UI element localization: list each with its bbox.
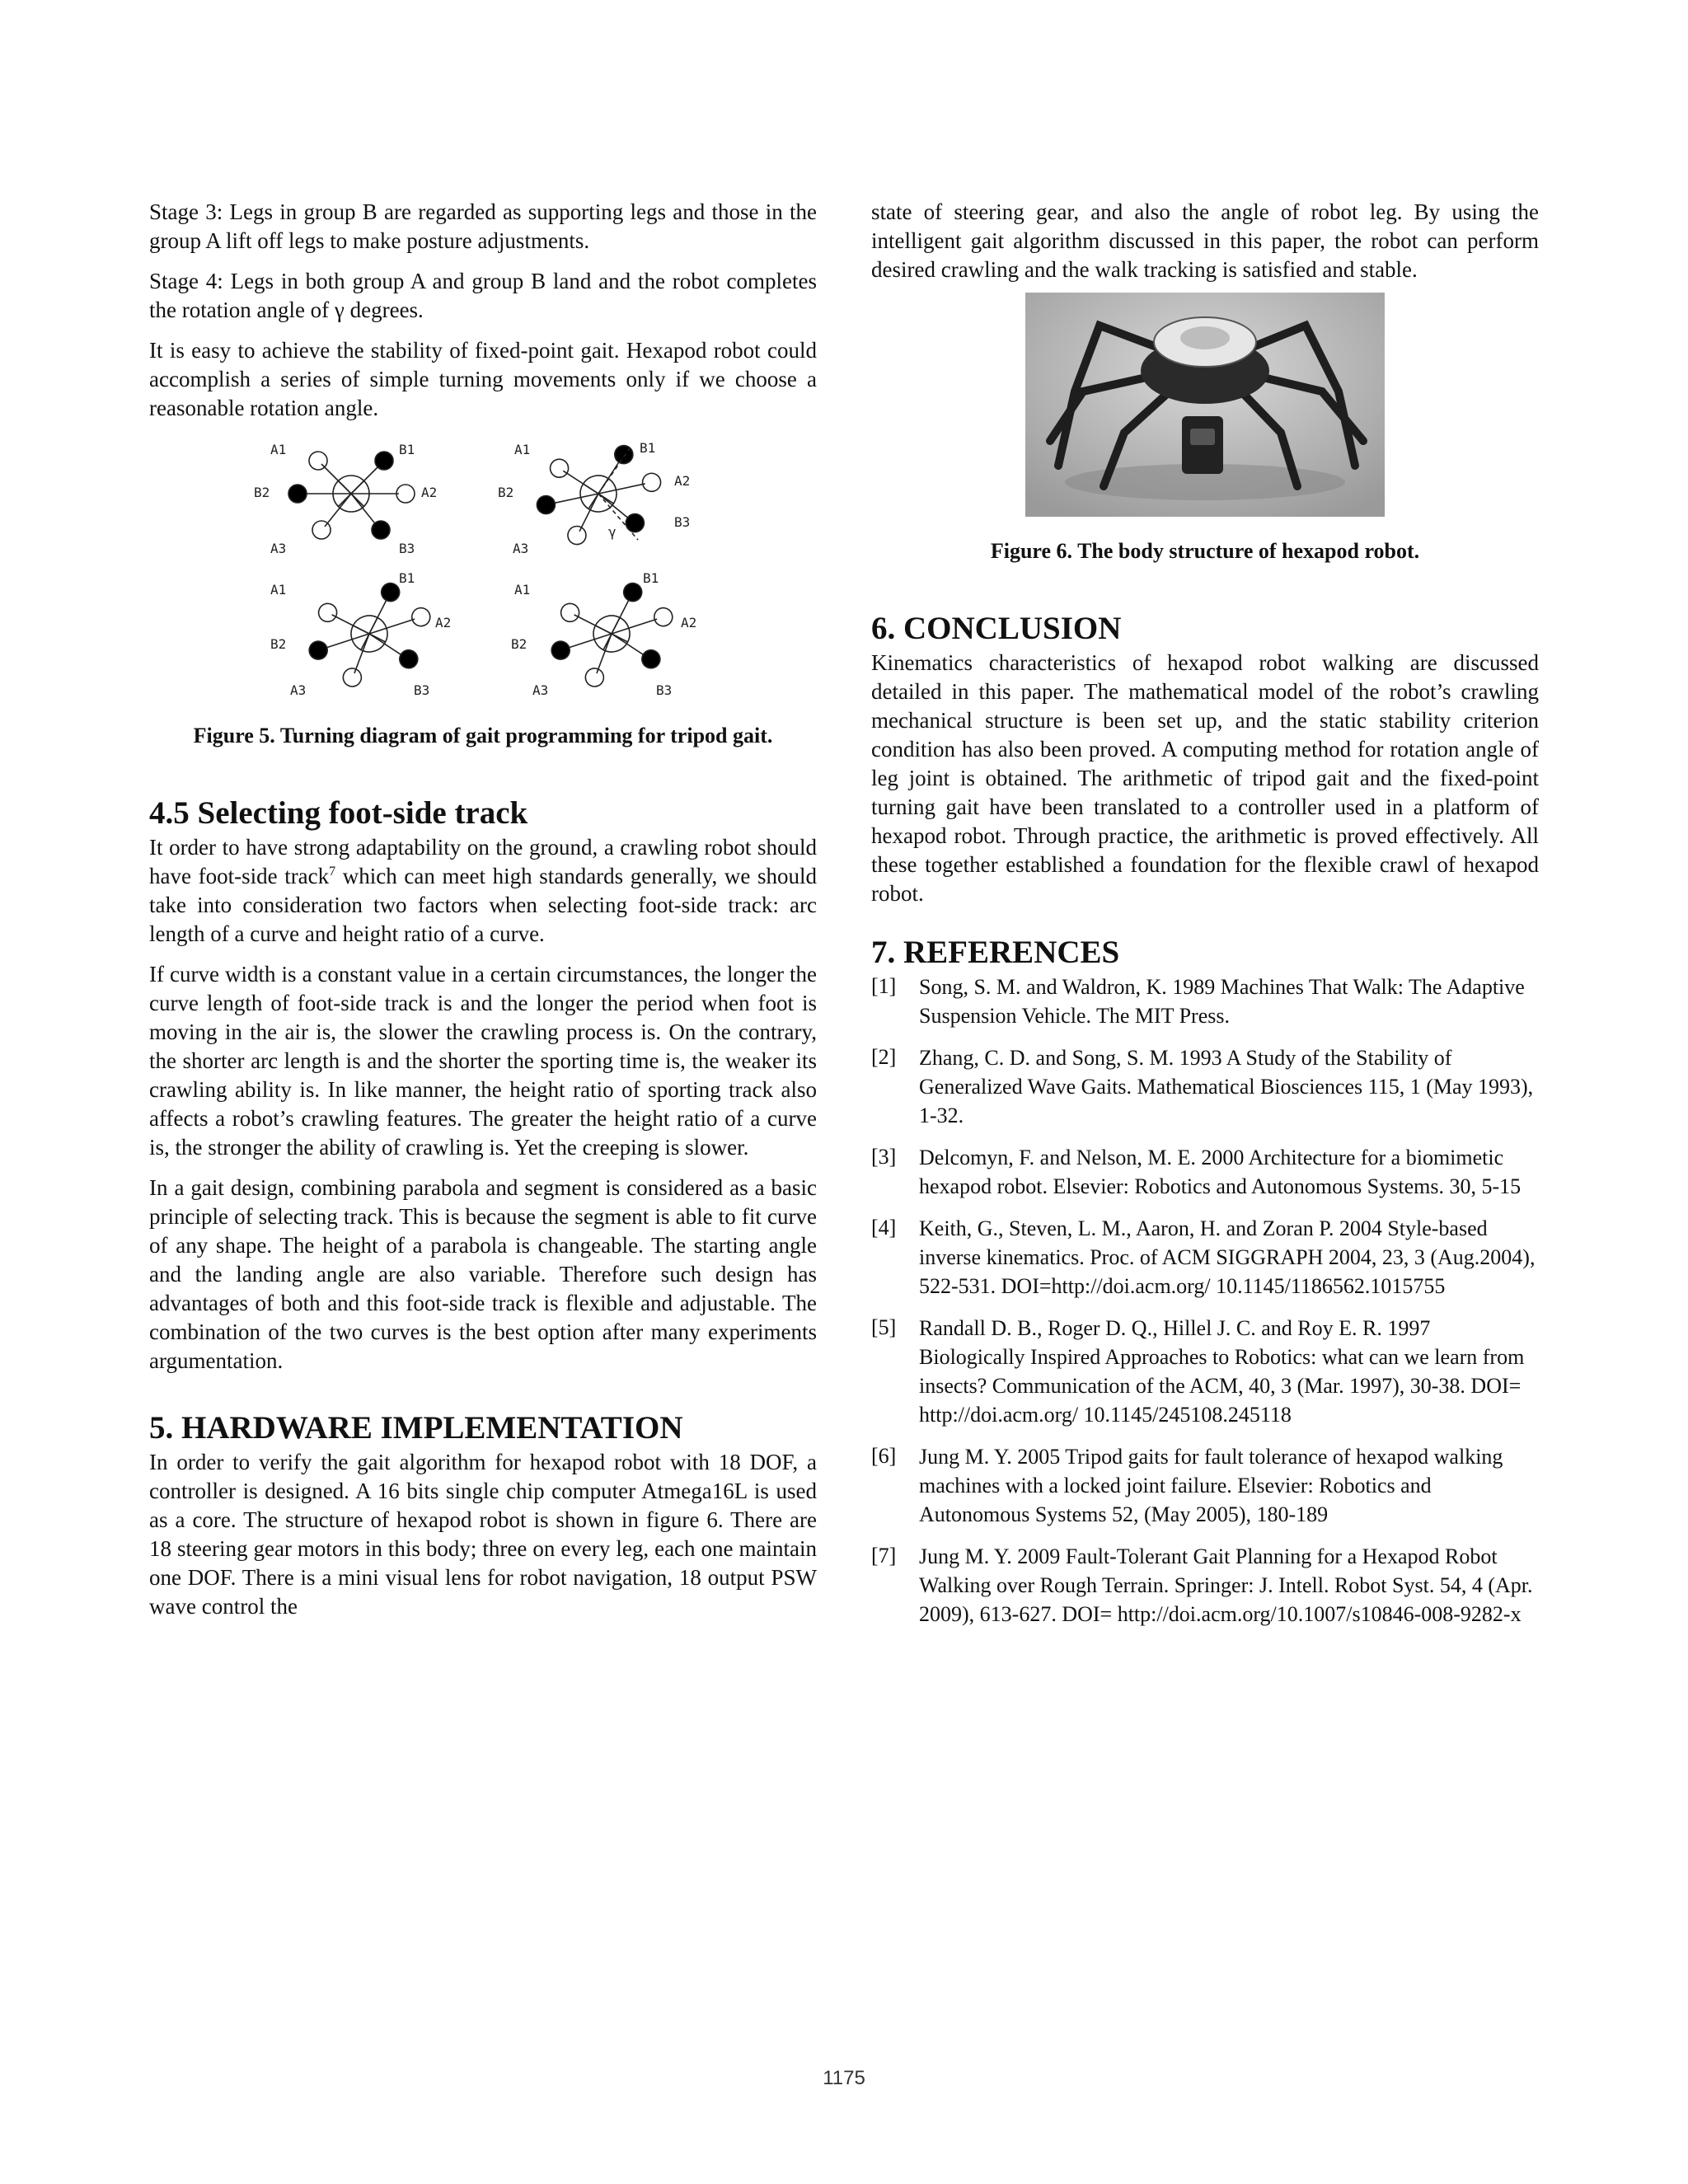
p1-b2-label: B2 xyxy=(254,485,270,500)
stage4-paragraph: Stage 4: Legs in both group A and group B land and the robot completes the rotation angle of γ degrees. xyxy=(149,269,817,322)
reference-item xyxy=(871,1043,1539,1130)
p3-b1-label: B1 xyxy=(399,570,415,586)
p2-a1-label: A1 xyxy=(514,442,531,457)
reference-text: Song, S. M. and Waldron, K. 1989 Machines That Walk: The Adaptive Suspension Vehicle. The MIT Press. xyxy=(919,975,1525,1028)
p4-b1-label: B1 xyxy=(643,570,659,586)
reference-item xyxy=(871,1542,1539,1629)
reference-number: [4] xyxy=(871,1216,897,1240)
stage3-paragraph: Stage 3: Legs in group B are regarded as supporting legs and those in the group A lift off legs to make posture adjustments. xyxy=(149,199,817,253)
section-5-heading: 5. HARDWARE IMPLEMENTATION xyxy=(149,1410,683,1446)
p3-a2-label: A2 xyxy=(435,615,452,630)
p2-a3-label: A3 xyxy=(513,541,529,556)
p3-a3-label: A3 xyxy=(290,682,307,698)
p2-b2-label: B2 xyxy=(498,485,514,500)
p4-b3-label: B3 xyxy=(656,682,673,698)
right-column xyxy=(871,198,1539,1642)
figure-6-caption: Figure 6. The body structure of hexapod robot. xyxy=(990,539,1420,563)
foot-side-track-paragraph-2: If curve width is a constant value in a certain circumstances, the longer the curve length of foot-side track is and the longer the period when foot is moving in the air is, the slower the crawling process is. On the contrary, the shorter arc length is and the shorter the sporting time is, the weaker its crawling ability is. In like manner, the height ratio of sporting track also affects a robot’s crawling features. The greater the height ratio of a curve is, the stronger the ability of crawling is. Yet the creeping is slower. xyxy=(149,962,817,1160)
p3-a1-label: A1 xyxy=(270,582,287,598)
figure-6-robot-photo xyxy=(1025,293,1385,517)
p3-b3-label: B3 xyxy=(414,682,430,698)
conclusion-paragraph: Kinematics characteristics of hexapod robot walking are discussed detailed in this paper. The mathematical model of the robot’s crawling mechanical structure is been set up, and the static stability criterion condition has also been proved. A computing method for rotation angle of leg joint is obtained. The arithmetic of tripod gait and the fixed-point turning gait have been translated to a controller used in a platform of hexapod robot. Through practice, the arithmetic is proved effectively. All these together established a foundation for the flexible crawl of hexapod robot. xyxy=(871,650,1539,906)
reference-number: [5] xyxy=(871,1315,897,1339)
p4-text-a: It order to have strong adaptability on the ground, a crawling robot should have foot-side track xyxy=(149,835,817,888)
p4-text-b: which can meet high standards generally, we should take into consideration two factors when selecting foot-side track: arc length of a curve and height ratio of a curve. xyxy=(149,864,817,946)
p2-gamma-label: γ xyxy=(608,524,617,540)
reference-text: Jung M. Y. 2005 Tripod gaits for fault tolerance of hexapod walking machines with a locked joint failure. Elsevier: Robotics and Autonomous Systems 52, (May 2005), 180-189 xyxy=(919,1445,1503,1526)
left-column xyxy=(149,198,817,1633)
reference-number: [2] xyxy=(871,1045,897,1069)
p4-a1-label: A1 xyxy=(514,582,531,598)
gait-panel-3 xyxy=(297,574,443,696)
p4-a2-label: A2 xyxy=(681,615,697,630)
page-number: 1175 xyxy=(823,2067,865,2089)
reference-text: Zhang, C. D. and Song, S. M. 1993 A Study of the Stability of Generalized Wave Gaits. Mathematical Biosciences 115, 1 (May 1993), 1-32. xyxy=(919,1046,1534,1127)
section-7-heading: 7. REFERENCES xyxy=(871,935,1120,970)
p4-b2-label: B2 xyxy=(511,636,528,652)
reference-text: Randall D. B., Roger D. Q., Hillel J. C. and Roy E. R. 1997 Biologically Inspired Approaches to Robotics: what can we learn from insects? Communication of the ACM, 40, 3 (Mar. 1997), 30-38. DOI= http://doi.acm.org/ 10.1145/245108.245118 xyxy=(919,1316,1525,1427)
hardware-paragraph: In order to verify the gait algorithm for hexapod robot with 18 DOF, a controller is designed. A 16 bits single chip computer Atmega16L is used as a core. The structure of hexapod robot is shown in figure 6. There are 18 steering gear motors in this body; three on every leg, each one maintain one DOF. There is a mini visual lens for robot navigation, 18 output PSW wave control the xyxy=(149,1450,817,1619)
stability-paragraph: It is easy to achieve the stability of fixed-point gait. Hexapod robot could accomplish a series of simple turning movements only if we choose a reasonable rotation angle. xyxy=(149,338,817,420)
foot-side-track-paragraph-1 xyxy=(149,833,817,949)
reference-number: [1] xyxy=(871,974,897,998)
reference-text: Keith, G., Steven, L. M., Aaron, H. and Zoran P. 2004 Style-based inverse kinematics. Proc. of ACM SIGGRAPH 2004, 23, 3 (Aug.2004), 522-531. DOI=http://doi.acm.org/ 10.1145/1186562.1015755 xyxy=(919,1216,1536,1298)
p1-b1-label: B1 xyxy=(399,442,415,457)
figure-5-gait-diagram xyxy=(252,438,714,701)
section-6-heading: 6. CONCLUSION xyxy=(871,611,1122,646)
gait-panel-1 xyxy=(288,452,415,539)
reference-number: [3] xyxy=(871,1145,897,1169)
continuation-paragraph: state of steering gear, and also the angle of robot leg. By using the intelligent gait algorithm discussed in this paper, the robot can perform desired crawling and the walk tracking is satisfied and stable. xyxy=(871,199,1539,282)
p1-b3-label: B3 xyxy=(399,541,415,556)
reference-number: [7] xyxy=(871,1544,897,1568)
figure-5-caption: Figure 5. Turning diagram of gait programming for tripod gait. xyxy=(193,724,773,748)
reference-text: Delcomyn, F. and Nelson, M. E. 2000 Architecture for a biomimetic hexapod robot. Elsevier: Robotics and Autonomous Systems. 30, 5-15 xyxy=(919,1146,1522,1198)
reference-item xyxy=(871,1314,1539,1429)
reference-item xyxy=(871,1143,1539,1201)
section-4-5-heading: 4.5 Selecting foot-side track xyxy=(149,795,528,831)
p2-b1-label: B1 xyxy=(640,440,656,456)
reference-item xyxy=(871,1442,1539,1529)
p2-b3-label: B3 xyxy=(674,514,691,530)
references-list xyxy=(871,972,1539,1629)
p1-a1-label: A1 xyxy=(270,442,287,457)
p3-b2-label: B2 xyxy=(270,636,287,652)
p4-a3-label: A3 xyxy=(532,682,549,698)
reference-number: [6] xyxy=(871,1444,897,1468)
gait-panel-2 xyxy=(528,439,670,551)
p2-a2-label: A2 xyxy=(674,473,691,489)
foot-side-track-paragraph-3: In a gait design, combining parabola and segment is considered as a basic principle of selecting track. This is because the segment is able to fit curve of any shape. The height of a parabola is changeable. The starting angle and the landing angle are also variable. Therefore such design has advantages of both and this foot-side track is flexible and adjustable. The combination of the two curves is the best option after many experiments argumentation. xyxy=(149,1175,817,1373)
reference-item xyxy=(871,972,1539,1030)
reference-item xyxy=(871,1214,1539,1301)
gait-panel-4 xyxy=(539,574,686,696)
p1-a2-label: A2 xyxy=(421,485,438,500)
p1-a3-label: A3 xyxy=(270,541,287,556)
reference-text: Jung M. Y. 2009 Fault-Tolerant Gait Planning for a Hexapod Robot Walking over Rough Terrain. Springer: J. Intell. Robot Syst. 54, 4 (Apr. 2009), 613-627. DOI= http://doi.acm.org/10.1007/s10846-008-9282-x xyxy=(919,1544,1533,1626)
citation-7: 7 xyxy=(329,865,336,879)
